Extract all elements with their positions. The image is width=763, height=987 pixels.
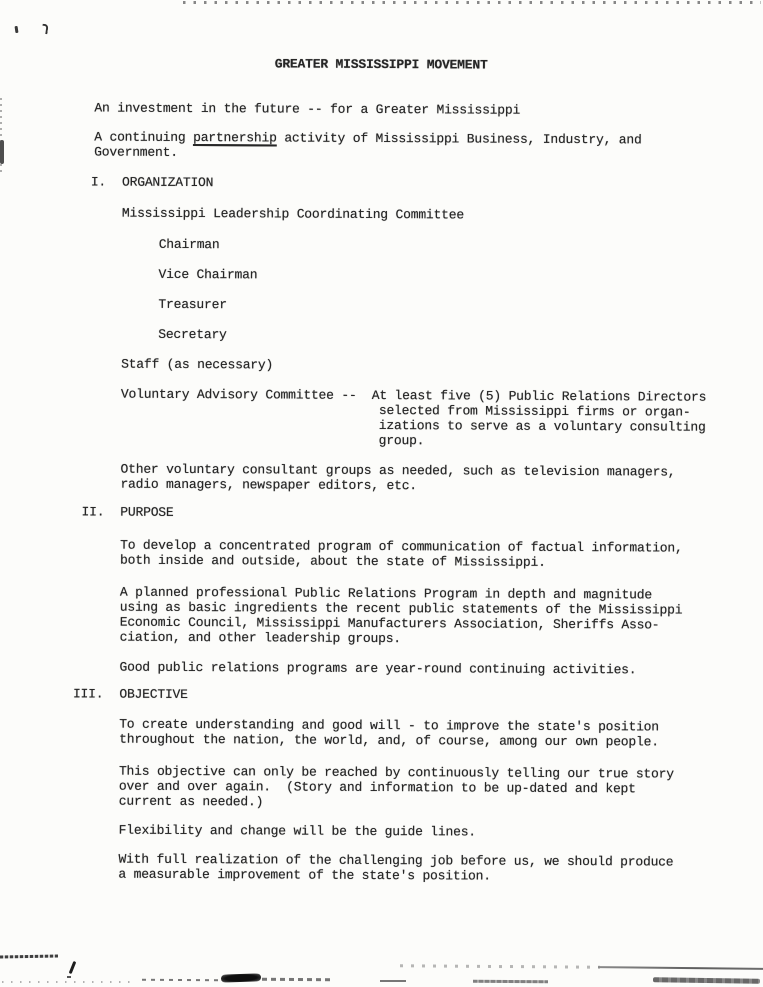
scan-artifact-dotted-bar-center: [473, 980, 548, 984]
section-title-objective: OBJECTIVE: [119, 686, 188, 702]
advisory-committee-paragraph: [0, 386, 761, 450]
section-title-purpose: PURPOSE: [120, 504, 174, 520]
scan-artifact-bottom-dot-row-left: [2, 981, 137, 983]
partnership-pre: A continuing: [94, 129, 194, 146]
purpose-p2-line1: A planned professional Public Relations Program in depth and magnitude: [119, 584, 653, 603]
staff-line: Staff (as necessary): [121, 356, 274, 373]
partnership-paragraph-line2: Government.: [94, 144, 178, 160]
purpose-p2-line4: ciation, and other leadership groups.: [119, 629, 401, 647]
objective-p2-line3: current as needed.): [118, 793, 264, 810]
section-heading-objective: [0, 686, 759, 705]
scan-artifact-pen-dot: [67, 976, 71, 978]
scan-artifact-gray-dash-mid: [380, 980, 406, 982]
objective-p1-line2: throughout the nation, the world, and, of course, among our own people.: [119, 731, 659, 750]
purpose-p2-line2: using as basic ingredients the recent public statements of the Mississippi: [119, 599, 683, 618]
purpose-p2-line3: Economic Council, Mississippi Manufacturers Association, Sheriffs Asso-: [119, 614, 660, 633]
intro-line: An investment in the future -- for a Greater Mississippi: [94, 100, 521, 118]
objective-paragraph-2: [0, 763, 759, 812]
officer-chairman: Chairman: [158, 236, 220, 253]
section-heading-purpose: [0, 504, 760, 523]
section-numeral-i: I.: [90, 174, 107, 190]
objective-p4-line1: With full realization of the challenging job before us, we should produce: [118, 851, 674, 870]
partnership-post: activity of Mississippi Business, Industry, and: [276, 130, 642, 148]
officer-vice-chairman: Vice Chairman: [158, 266, 258, 283]
objective-paragraph-1: [0, 716, 759, 750]
purpose-p1-line2: both inside and outside, about the state of Mississippi.: [120, 552, 546, 570]
officer-secretary: Secretary: [158, 326, 227, 343]
other-consultants-line1: Other voluntary consultant groups as needed, such as television managers,: [120, 461, 676, 480]
scan-artifact-top-dashed-line: [183, 1, 761, 4]
purpose-paragraph-3: Good public relations programs are year-round continuing activities.: [119, 659, 637, 678]
scan-artifact-left-edge-blob: [0, 140, 4, 164]
page-title: GREATER MISSISSIPPI MOVEMENT: [274, 56, 488, 73]
other-consultants-line2: radio managers, newspaper editors, etc.: [120, 476, 417, 494]
objective-paragraph-3: Flexibility and change will be the guide lines.: [118, 822, 476, 840]
section-numeral-iii: III.: [72, 686, 104, 702]
officer-treasurer: Treasurer: [158, 296, 227, 313]
advisory-line4: group.: [378, 432, 425, 449]
purpose-p1-line1: To develop a concentrated program of communication of factual information,: [120, 537, 683, 556]
objective-p1-line1: To create understanding and good will - to improve the state's position: [119, 716, 659, 735]
committee-line: Mississippi Leadership Coordinating Committee: [121, 205, 464, 223]
advisory-line2: selected from Mississippi firms or organ-: [378, 402, 691, 420]
objective-p4-line2: a measurable improvement of the state's position.: [118, 866, 491, 884]
partnership-underlined-word: partnership: [193, 130, 277, 146]
other-consultants-paragraph: [0, 461, 761, 495]
advisory-line1: Voluntary Advisory Committee -- At least five (5) Public Relations Directors: [120, 386, 707, 405]
objective-p2-line2: over and over again. (Story and information to be up-dated and kept: [118, 778, 636, 797]
section-heading-organization: [0, 174, 762, 193]
section-numeral-ii: II.: [81, 504, 105, 520]
objective-paragraph-4: [0, 851, 759, 885]
section-title-organization: ORGANIZATION: [122, 174, 214, 191]
partnership-paragraph: [0, 129, 762, 163]
objective-p2-line1: This objective can only be reached by continuously telling our true story: [118, 763, 674, 782]
scan-artifact-dark-blob: [221, 973, 261, 982]
purpose-paragraph-2: [0, 584, 760, 648]
advisory-line3: izations to serve as a voluntary consulting: [378, 417, 706, 435]
purpose-paragraph-1: [0, 537, 760, 571]
